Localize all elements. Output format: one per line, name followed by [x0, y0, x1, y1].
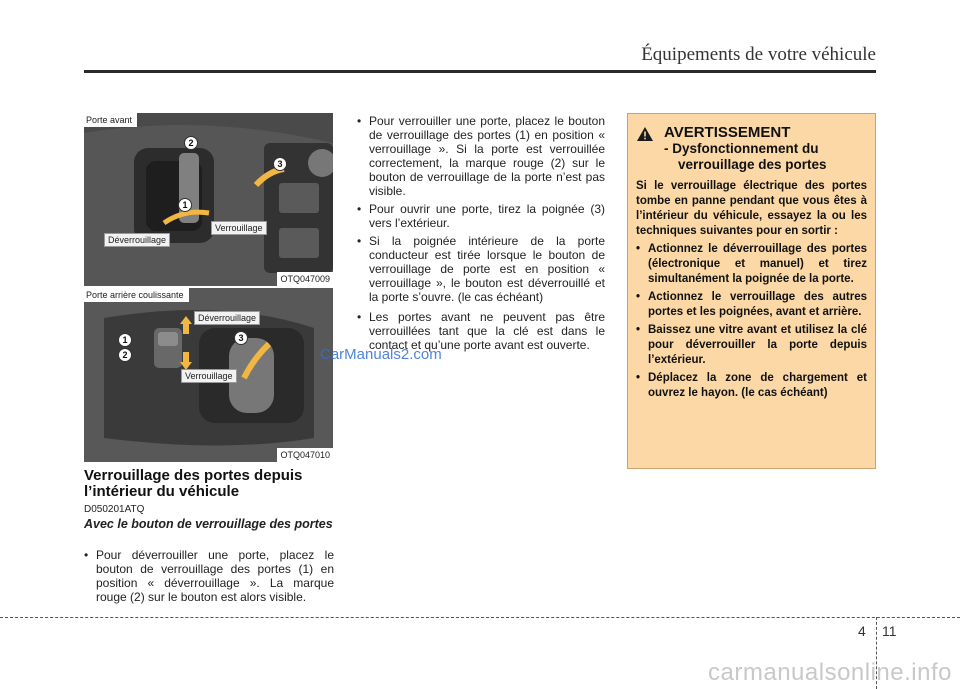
bullet-driver-handle: [357, 234, 605, 304]
warning-intro: Si le verrouillage électrique des portes tombe en panne pendant que vous êtes à l’intérieur du véhicule, essayez la ou les techniques suivantes pour en sortir :: [636, 180, 867, 237]
section-code: D050201ATQ: [84, 504, 145, 515]
chapter-number: 4: [858, 623, 866, 639]
bullet-open: [357, 202, 605, 230]
bullet-text: Pour verrouiller une porte, placez le bouton de verrouillage des portes (1) en position « verrouillage ». Si la porte est verrouillée correctement, la marque rouge (2) sur le bouton de verrouillage de la porte n’est pas visible.: [369, 114, 605, 198]
unlock-callout: Déverrouillage: [194, 311, 260, 325]
figure-front-door: [84, 113, 333, 286]
front-door-illustration: [84, 113, 333, 286]
lock-callout: Verrouillage: [211, 221, 267, 235]
bullet-lock: [357, 114, 605, 198]
figure-label: Porte arrière coulissante: [84, 288, 189, 302]
bullet-text: Les portes avant ne peuvent pas être verrouillées tant que la clé est dans le contact et qu’une porte avant est ouverte.: [369, 310, 605, 352]
warning-header: [636, 124, 867, 173]
bullet-dot: •: [636, 291, 641, 303]
unlock-callout: Déverrouillage: [104, 233, 170, 247]
bullet-dot: •: [636, 372, 641, 384]
warning-title: AVERTISSEMENT: [664, 124, 791, 141]
bullet-text: Pour ouvrir une porte, tirez la poignée (3) vers l’extérieur.: [369, 202, 605, 230]
warning-item: [636, 290, 867, 320]
site-watermark: carmanualsonline.info: [708, 659, 952, 686]
watermark-text: CarManuals2.com: [320, 346, 442, 363]
marker-2: 2: [184, 136, 198, 150]
marker-3: 3: [273, 157, 287, 171]
warning-triangle-icon: [636, 126, 654, 142]
warning-subtitle: - Dysfonctionnement du: [664, 141, 819, 156]
warning-subtitle-cont: verrouillage des portes: [678, 157, 827, 172]
bullet-dot: •: [357, 310, 362, 324]
figure-code: OTQ047010: [277, 448, 333, 462]
header-title: Équipements de votre véhicule: [641, 44, 876, 65]
bullet-unlock: [84, 548, 334, 604]
warning-item-text: Actionnez le déverrouillage des portes (électronique et manuel) et tirez simultanément la poignée de la porte.: [648, 243, 867, 285]
warning-item-text: Actionnez le verrouillage des autres portes et les poignées, avant et arrière.: [648, 291, 867, 318]
lock-callout: Verrouillage: [181, 369, 237, 383]
marker-2: 2: [118, 348, 132, 362]
marker-1: 1: [178, 198, 192, 212]
bullet-dot: •: [636, 243, 641, 255]
bullet-text: Si la poignée intérieure de la porte conducteur est tirée lorsque le bouton de verrouillage de porte est en position « verrouillage », le bouton est déverrouillé et la porte s’ouvre. (le cas échéant): [369, 234, 605, 304]
bullet-dot: •: [357, 114, 362, 128]
warning-box: [627, 113, 876, 469]
marker-3: 3: [234, 331, 248, 345]
figure-sliding-door: [84, 288, 333, 462]
warning-item: [636, 323, 867, 368]
warning-item: [636, 371, 867, 401]
figure-code: OTQ047009: [277, 272, 333, 286]
section-title: Verrouillage des portes depuis l’intérieur du véhicule: [84, 467, 303, 500]
marker-1: 1: [118, 333, 132, 347]
warning-item-text: Baissez une vitre avant et utilisez la clé pour déverrouiller la porte depuis l’extérieur.: [648, 324, 867, 366]
bullet-dot: •: [84, 548, 89, 562]
header-rule: [84, 70, 876, 73]
warning-item-text: Déplacez la zone de chargement et ouvrez le hayon. (le cas échéant): [648, 372, 867, 399]
bullet-dot: •: [357, 234, 362, 248]
page-number: 11: [882, 623, 897, 639]
figure-label: Porte avant: [84, 113, 137, 127]
section-subtitle: Avec le bouton de verrouillage des portes: [84, 517, 333, 531]
footer-rule: [0, 617, 960, 618]
bullet-dot: •: [357, 202, 362, 216]
warning-item: [636, 242, 867, 287]
bullet-text: Pour déverrouiller une porte, placez le bouton de verrouillage des portes (1) en position « déverrouillage ». La marque rouge (2) sur le bouton est alors visible.: [96, 548, 334, 604]
bullet-dot: •: [636, 324, 641, 336]
